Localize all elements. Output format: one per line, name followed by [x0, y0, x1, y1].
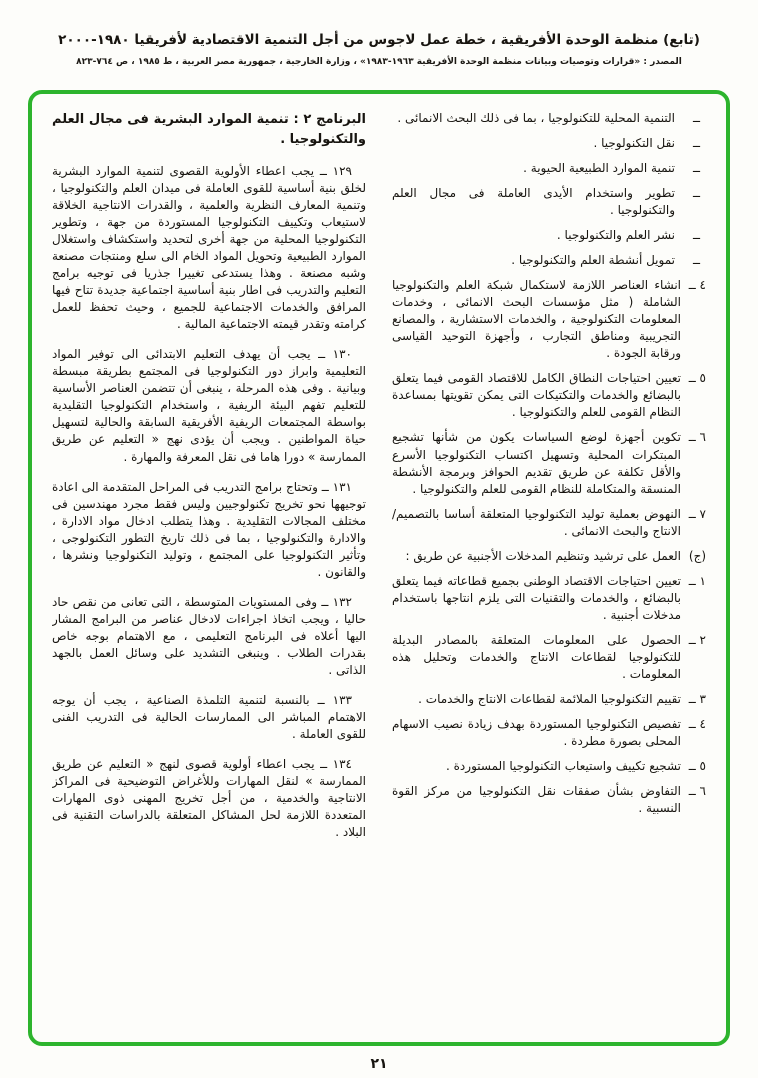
- section-heading: البرنامج ٢ : تنمية الموارد البشرية فى مجال العلم والتكنولوجيا .: [52, 112, 367, 147]
- list-item-marker: ــ: [692, 136, 700, 151]
- source-citation: المصدر : «قرارات وتوصيات وبيانات منظمة الوحدة الأفريقية ١٩٦٣-١٩٨٣» ، وزارة الخارجية ، جمهورية مصر العربية ، ط ١٩٨٥ ، ص ٧٦٤-٨٢٣: [76, 57, 682, 67]
- list-item-marker: ــ: [692, 228, 700, 243]
- list-item-marker: ٤ ــ: [688, 716, 706, 731]
- list-item-text: تفصيص التكنولوجيا المستوردة بهدف زيادة نصيب الاسهام المحلى بصورة مطردة .: [392, 716, 681, 748]
- list-item-marker: ــ: [692, 111, 700, 125]
- list-item: [392, 573, 706, 624]
- list-item: [392, 252, 706, 269]
- page-header: [0, 0, 758, 67]
- list-item: [392, 370, 706, 421]
- paragraph-133: ١٣٣ ــ بالنسبة لتنمية التلمذة الصناعية ، يجب أن يوجه الاهتمام المباشر الى الممارسات الحالية فى التدريب الفنى للقوى العاملة .: [52, 692, 366, 741]
- list-item: [392, 783, 706, 817]
- list-item-marker: ٣ ــ: [688, 691, 706, 706]
- paragraph-131: ١٣١ ــ وتحتاج برامج التدريب فى المراحل المتقدمة الى اعادة توجيهها نحو تخريج تكنولوجيين وليس فقط مجرد مهندسين فى مختلف المجالات التقليدية . وهذا يتطلب ادخال مواد الادارة ، والادارة والتكنولوجيا ، بما فى ذلك تاريخ التطور التكنولوجى ، وتأثير التكنولوجيا على المجتمع ، وتوليد التكنولوجيا ونشرها ، والقانون .: [52, 479, 366, 579]
- paragraph-132: ١٣٢ ــ وفى المستويات المتوسطة ، التى تعانى من نقص حاد حاليا ، ويجب اتخاذ اجراءات لادخال عناصر من البرامج المشار اليها أعلاه فى البرنامج التعليمى ، مع الاهتمام بوجه خاص بقدرات الطلاب . وينبغى التشديد على وسائل العمل بالجهد الذاتى .: [52, 594, 366, 677]
- list-item: [392, 758, 706, 775]
- document-title: (تابع) منظمة الوحدة الأفريقية ، خطة عمل لاجوس من أجل التنمية الاقتصادية لأفريقيا ١٩٨٠-٢٠٠٠: [58, 32, 700, 48]
- left-column: [52, 110, 366, 1030]
- list-item: [392, 429, 706, 497]
- list-item-text: انشاء العناصر اللازمة لاستكمال شبكة العلم والتكنولوجيا الشاملة ( مثل مؤسسات البحث الانمائى ، وخدمات المعلومات التكنولوجية ، والخدمات الاستشارية ، والمصانع التجريبية ومناطق التجارب ، وأجهزة التوحيد القياسى ورقابة الجودة .: [392, 278, 681, 361]
- list-item-marker: ٥ ــ: [688, 371, 706, 386]
- list-item-text: تشجيع تكييف واستيعاب التكنولوجيا المستوردة .: [446, 758, 681, 773]
- list-item: [392, 135, 706, 152]
- list-item: [392, 185, 706, 219]
- list-item-text: التنمية المحلية للتكنولوجيا ، بما فى ذلك البحث الانمائى .: [397, 111, 675, 125]
- list-item: [392, 632, 706, 683]
- document-frame: [28, 90, 730, 1046]
- list-item-text: النهوض بعملية توليد التكنولوجيا المتعلقة أساسا بالتصميم/الانتاج والبحث الانمائى .: [392, 506, 681, 538]
- text-columns: [52, 110, 706, 1030]
- list-item-text: تمويل أنشطة العلم والتكنولوجيا .: [511, 253, 675, 268]
- list-item-marker: ٧ ــ: [688, 506, 706, 521]
- list-item: [392, 277, 706, 362]
- list-item: [392, 716, 706, 750]
- list-item-marker: ــ: [692, 161, 700, 176]
- paragraph-129: ١٢٩ ــ يجب اعطاء الأولوية القصوى لتنمية الموارد البشرية لخلق بنية أساسية للقوى العاملة فى ميدان العلم والتكنولوجيا ، وتنمية المعارف النظرية والعلمية ، والقدرات الانتاجية الخلاقة لاستيعاب وتكييف التكنولوجيا المستوردة من جهة ، وتطوير التكنولوجيا المحلية من جهة أخرى لتحديد واستكشاف واستغلال الموارد الطبيعية وتحويل المواد الخام الى سلع ومنتجات مصنعة وشبه مصنعة . وهذا يستدعى تغييرا جذريا فى توجيه برامج التعليم والتدريب فى اطار بنية أساسية اجتماعية جديدة تتاح فيها المرافق والخدمات الاجتماعية للجميع ، وحيث تحفظ للعمل كرامته وتقدر قيمته الاجتماعية المالية .: [52, 164, 366, 332]
- list-item: [392, 691, 706, 708]
- list-item-text: نشر العلم والتكنولوجيا .: [556, 228, 675, 243]
- list-item-marker: ــ: [692, 253, 700, 268]
- page-number: ٢١: [370, 1056, 388, 1072]
- list-item-marker: ٦ ــ: [688, 784, 706, 798]
- page-footer: [0, 1053, 758, 1072]
- paragraph-134: ١٣٤ ــ يجب اعطاء أولوية قصوى لنهج « التعليم عن طريق الممارسة » لنقل المهارات وللأغراض التوضيحية فى المراكز الانتاجية والخدمية ، من أجل تخريج المهنى ذوى المهارات المتعددة اللازمة لحل المشاكل المتعلقة بالدراسات التقنية فى البلاد .: [52, 756, 366, 840]
- list-item: [392, 548, 706, 565]
- right-column: [392, 110, 706, 1030]
- list-item: [392, 160, 706, 177]
- list-item: [392, 506, 706, 540]
- list-item-text: تنمية الموارد الطبيعية الحيوية .: [523, 161, 675, 176]
- paragraph-130: ١٣٠ ــ يجب أن يهدف التعليم الابتدائى الى توفير المواد التعليمية وابراز دور التكنولوجيا فى المجتمع بطريقة مبسطة وبيانية . وفى هذه المرحلة ، ينبغى أن تتضمن العناصر الأساسية للتعليم تفهم البيئة الريفية ، واستخدام التكنولوجيا التقليدية بواسطة المجتمعات الريفية الأفريقية السابقة والحالية لتسهيل حياة المواطنين . ويجب أن يؤدى نهج « التعليم عن طريق الممارسة » دورا هاما فى نقل المعرفة والمهارة .: [52, 347, 366, 464]
- list-item-marker: (ج): [688, 548, 706, 563]
- list-item-text: نقل التكنولوجيا .: [593, 136, 675, 151]
- list-item-text: تطوير واستخدام الأيدى العاملة فى مجال العلم والتكنولوجيا .: [392, 186, 675, 218]
- list-item-text: الحصول على المعلومات المتعلقة بالمصادر البديلة للتكنولوجيا لقطاعات الانتاج والخدمات وتحليل هذه المعلومات .: [392, 632, 681, 681]
- list-item-marker: ٤ ــ: [688, 278, 706, 293]
- list-item-text: تقييم التكنولوجيا الملائمة لقطاعات الانتاج والخدمات .: [418, 691, 681, 706]
- list-item-text: تكوين أجهزة لوضع السياسات يكون من شأنها تشجيع المبتكرات المحلية وتسهيل اكتساب التكنولوجيا الأسرع والأقل تكلفة عن طريق تقديم الحوافز وبرمجة الأنشطة المنسقة والمتكاملة للنظام القومى للعلم والتكنولوجيا .: [392, 430, 681, 496]
- list-item-text: العمل على ترشيد وتنظيم المدخلات الأجنبية عن طريق :: [405, 548, 681, 563]
- list-item: [392, 227, 706, 244]
- list-item-marker: ــ: [692, 186, 700, 201]
- list-item-marker: ١ ــ: [688, 573, 706, 588]
- list-item-marker: ٥ ــ: [688, 758, 706, 773]
- list-item: [392, 110, 706, 127]
- list-item-text: تعيين احتياجات النطاق الكامل للاقتصاد القومى فيما يتعلق بالبضائع والخدمات والتكتيكات التى يمكن تقويتها بمساعدة النظام القومى للعلم والتكنولوجيا .: [392, 371, 681, 420]
- list-item-marker: ٢ ــ: [688, 632, 706, 647]
- list-item-text: تعيين احتياجات الاقتصاد الوطنى بجميع قطاعاته فيما يتعلق بالبضائع ، والخدمات والتقنيات التى يلزم انتاجها باستخدام مدخلات أجنبية .: [392, 573, 681, 622]
- list-item-text: التفاوض بشأن صفقات نقل التكنولوجيا من مركز القوة النسبية .: [392, 784, 681, 816]
- list-item-marker: ٦ ــ: [688, 430, 706, 445]
